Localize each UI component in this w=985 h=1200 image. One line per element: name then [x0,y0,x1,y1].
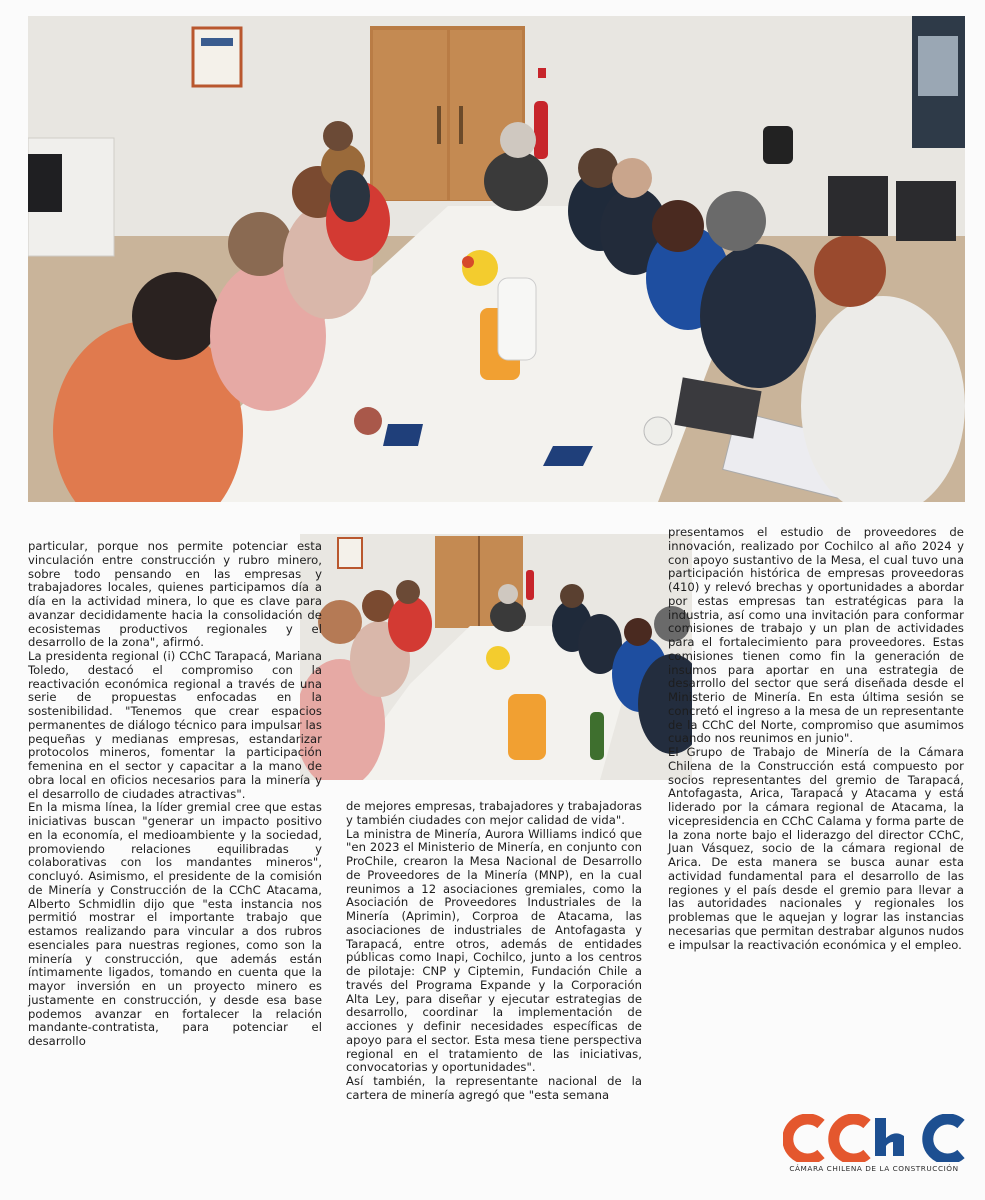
paragraph: La ministra de Minería, Aurora Williams indicó que "en 2023 el Ministerio de Minería, en conjunto con ProChile, crearon la Mesa Nacional de Desarrollo de Proveedores de la Minería (MNP), en la cual reunimos a 12 asociaciones gremiales, como la Asociación de Proveedores Industriales de la Minería (Aprimin), Corproa de Atacama, las asociaciones de industriales de Antofagasta y Tarapacá, entre otros, además de entidades públicas como Inapi, Cochilco, junto a los centros de pilotaje: CNP y Ciptemin, Fundación Chile a través del Programa Expande y la Corporación Alta Ley, para diseñar y ejecutar estrategias de desarrollo, coordinar la implementación de acciones y definir necesidades específicas de apoyo para el sector. Esta mesa tiene perspectiva regional en el tratamiento de las iniciativas, convocatorias y oportunidades". [346,826,642,1075]
logo-tagline: CÁMARA CHILENA DE LA CONSTRUCCIÓN [789,1164,959,1173]
meeting-photo-inset [300,534,692,780]
cchc-logo-icon [783,1114,965,1162]
paragraph: presentamos el estudio de proveedores de innovación, realizado por Cochilco al año 2024 y con apoyo sustantivo de la Mesa, el cual tuvo una participación histórica de empresas proveedoras (410) y relevó brechas y oportunidades a abordar por estas empresas tan estratégicas para la industria, así como una invitación para conformar comisiones de trabajo y un plan de actividades para el fortalecimiento para proveedores. Estas comisiones tienen como fin la generación de insumos para aportar en una estrategia de desarrollo del sector que será diseñada desde el Ministerio de Minería. En esta última sesión se concretó el ingreso a la mesa de un representante de la CChC del Norte, compromiso que asumimos cuando nos reunimos en junio". [668,525,964,746]
paragraph: particular, porque nos permite potenciar esta vinculación entre construcción y rubro minero, sobre todo pensando en las empresas y trabajadores locales, quienes participamos día a día en la actividad minera, lo que es clave para avanzar decididamente hacia la consolidación de ecosistemas productivos regionales y el desarrollo de la zona", afirmó. [28,539,322,650]
paragraph: En la misma línea, la líder gremial cree que estas iniciativas buscan "generar un impacto positivo en la economía, el medioambiente y la sociedad, promoviendo relaciones equilibradas y colaborativas con los mandantes mineros", concluyó. Asimismo, el presidente de la comisión de Minería y Construcción de la CChC Atacama, Alberto Schmidlin dijo que "esta instancia nos permitió mostrar el importante trabajo que estamos realizando para vincular a dos rubros esenciales para nuestras regiones, como son la minería y construcción, que además están íntimamente ligados, tomando en cuenta que la mayor inversión en un proyecto minero es justamente en construcción, y desde esa base podemos avanzar en fortalecer la relación mandante-contratista, para potenciar el desarrollo [28,800,322,1048]
paragraph: La presidenta regional (i) CChC Tarapacá, Mariana Toledo, destacó el compromiso con la reactivación económica regional a través de una serie de propuestas enfocadas en la sostenibilidad. "Tenemos que crear espacios permanentes de diálogo técnico para impulsar las pequeñas y medianas empresas, estandarizar protocolos mineros, fomentar la participación femenina en el sector y capacitar a la mano de obra local en oficios necesarios para la minería y el desarrollo de ciudades atractivas". [28,649,322,801]
meeting-photo [28,16,965,502]
paragraph: de mejores empresas, trabajadores y trabajadoras y también ciudades con mejor calidad de vida". [346,799,642,827]
article-column-3 [668,526,964,952]
paragraph: El Grupo de Trabajo de Minería de la Cámara Chilena de la Construcción está compuesto por socios representantes del gremio de Tarapacá, Antofagasta, Arica, Tarapacá y Atacama y está liderado por la cámara regional de Atacama, la vicepresidencia en CChC Calama y forma parte de la zona norte bajo el liderazgo del director CChC, Juan Vásquez, socio de la cámara regional de Arica. De esta manera se busca aunar esta actividad fundamental para el desarrollo de las regiones y el país desde el gremio para llevar a las autoridades nacionales y regionales los problemas que le aquejan y lograr las instancias necesarias que permitan destrabar algunos nudos e impulsar la reactivación económica y el empleo. [668,745,964,952]
paragraph: Así también, la representante nacional de la cartera de minería agregó que "esta semana [346,1074,642,1102]
article-column-2 [346,800,642,1103]
cchc-logo [783,1114,965,1180]
article-column-1 [28,540,322,1049]
